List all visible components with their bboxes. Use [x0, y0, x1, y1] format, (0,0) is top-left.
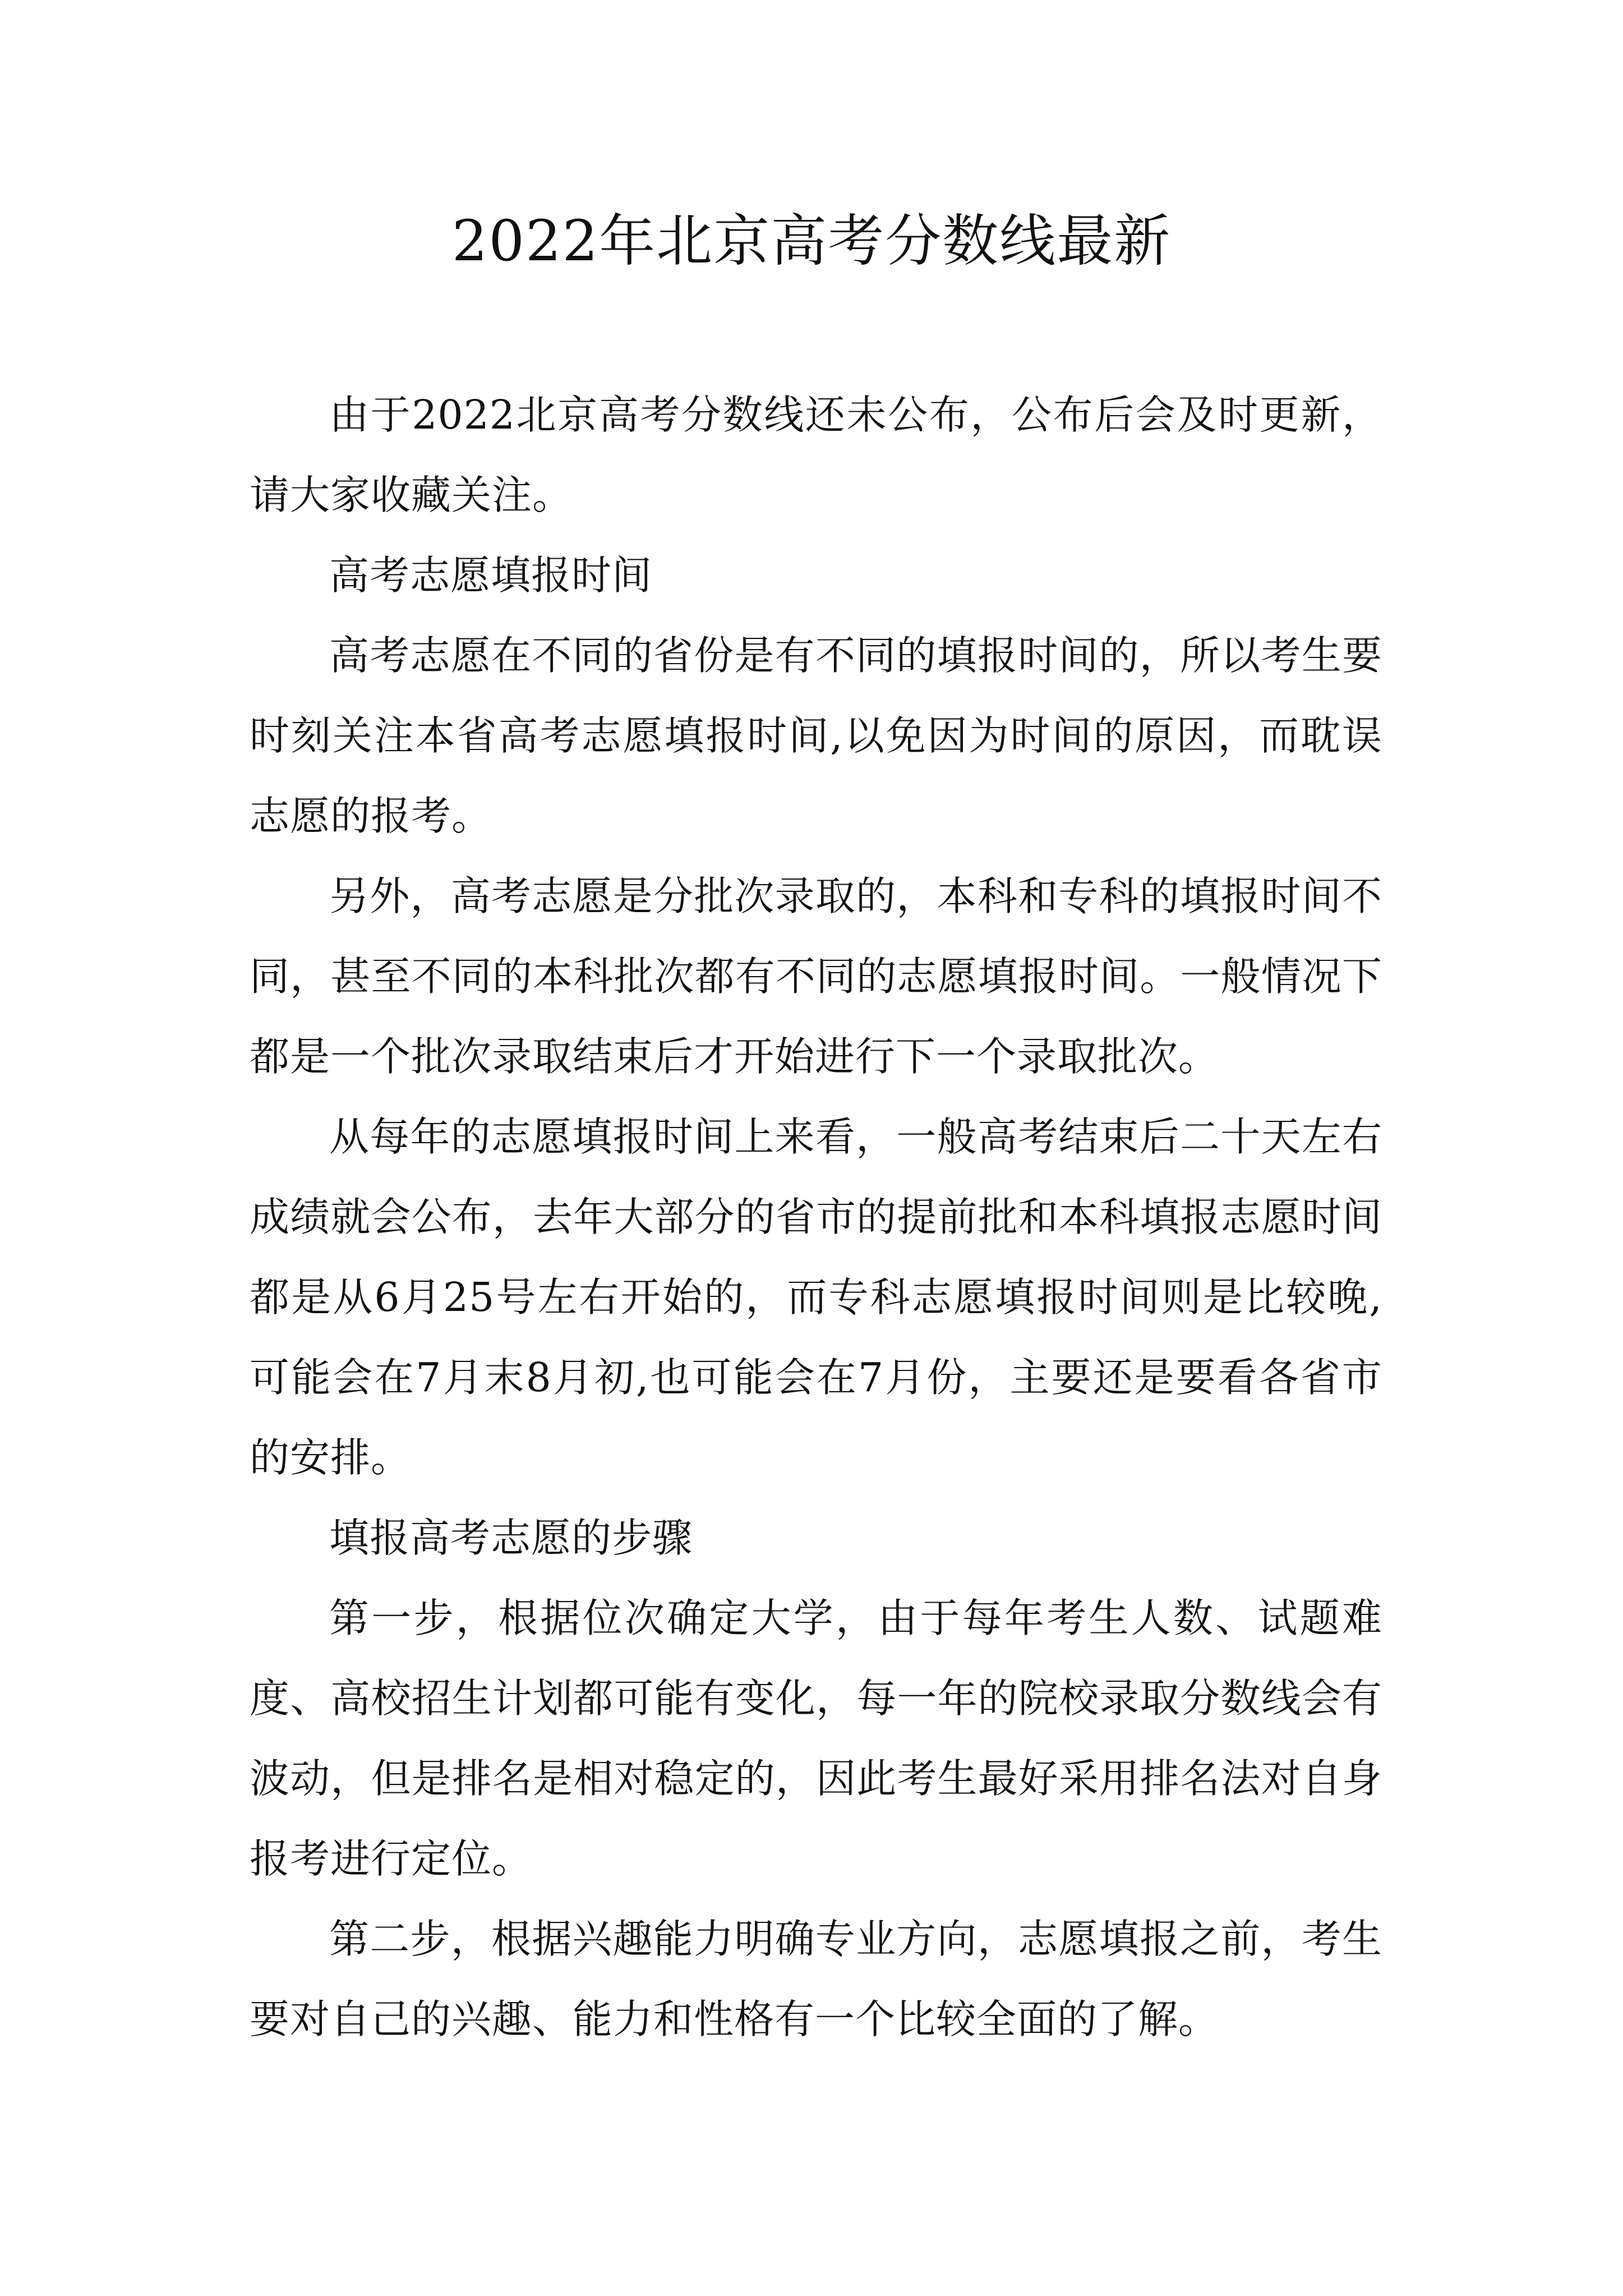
section-heading-filing-time: 高考志愿填报时间 [329, 552, 653, 599]
document-body [250, 375, 1382, 2059]
paragraph-batches: 另外，高考志愿是分批次录取的，本科和专科的填报时间不同，甚至不同的本科批次都有不同的志愿填报时间。一般情况下都是一个批次录取结束后才开始进行下一个录取批次。 [250, 873, 1382, 1080]
paragraph-schedule: 从每年的志愿填报时间上来看，一般高考结束后二十天左右成绩就会公布，去年大部分的省市的提前批和本科填报志愿时间都是从6月25号左右开始的，而专科志愿填报时间则是比较晚,可能会在7月末8月初,也可能会在7月份，主要还是要看各省市的安排。 [250, 1114, 1382, 1481]
paragraph-intro: 由于2022北京高考分数线还未公布，公布后会及时更新，请大家收藏关注。 [250, 392, 1382, 518]
paragraph-filing-time-provinces: 高考志愿在不同的省份是有不同的填报时间的，所以考生要时刻关注本省高考志愿填报时间,以免因为时间的原因，而耽误志愿的报考。 [250, 632, 1382, 839]
paragraph-step-one: 第一步，根据位次确定大学，由于每年考生人数、试题难度、高校招生计划都可能有变化，每一年的院校录取分数线会有波动，但是排名是相对稳定的，因此考生最好采用排名法对自身报考进行定位。 [250, 1595, 1382, 1882]
paragraph-step-two: 第二步，根据兴趣能力明确专业方向，志愿填报之前，考生要对自己的兴趣、能力和性格有一个比较全面的了解。 [250, 1916, 1382, 2042]
section-heading-steps: 填报高考志愿的步骤 [329, 1515, 693, 1561]
document-title: 2022年北京高考分数线最新 [451, 208, 1172, 274]
